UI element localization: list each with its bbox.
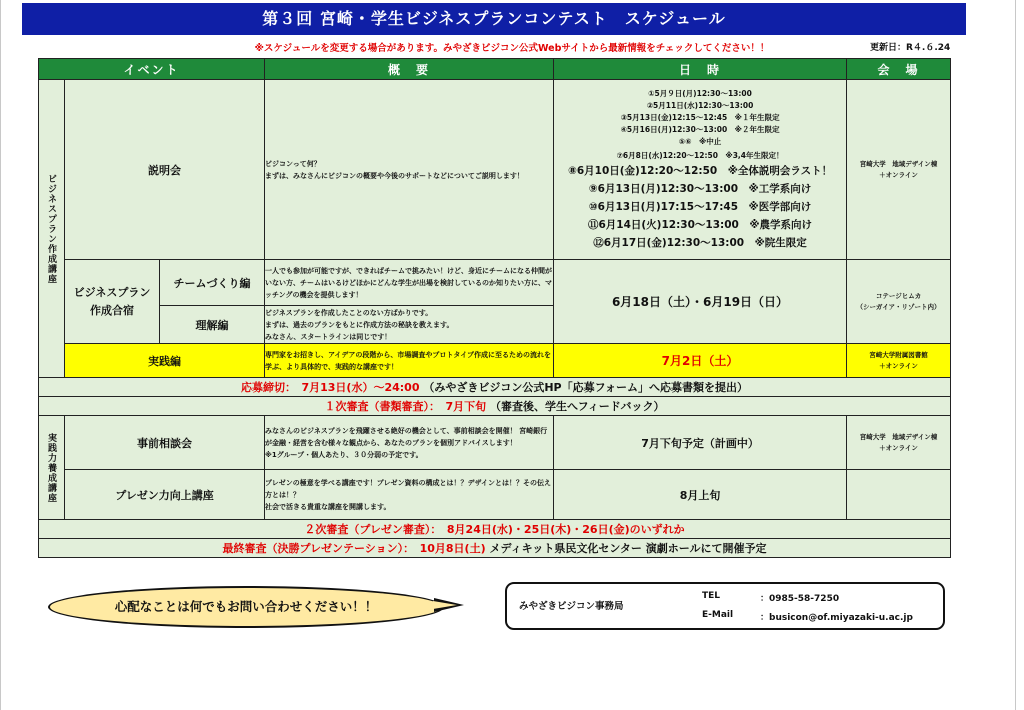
event-camp	[65, 260, 160, 344]
briefing-desc-text: ビジコンって何？ まずは、みなさんにビジコンの概要や今後のサポートなどについてご説明します！	[265, 159, 524, 180]
event-presentation: プレゼン力向上講座	[65, 470, 265, 520]
presentation-desc	[265, 470, 554, 520]
final-row	[39, 539, 951, 558]
contact-tel[interactable]: ：0985-58-7250	[760, 594, 840, 604]
slot-item: ③5月13日(金)12:15～12:45 ※１年生限定	[620, 112, 780, 122]
consult-venue	[847, 416, 951, 470]
slot-item-large: ⑫6月17日(金)12:30～13:00 ※院生限定	[593, 236, 807, 249]
event-camp-label: ビジネスプラン 作成合宿	[73, 285, 151, 317]
page-title: 第３回 宮崎・学生ビジネスプランコンテスト スケジュール	[22, 3, 966, 35]
camp-dates: 6月18日（土）・6月19日（日）	[554, 260, 847, 344]
practice-date: 7月2日（土）	[554, 344, 847, 378]
screen1-label: １次審査（書類審査）： 7月下旬	[324, 400, 487, 413]
event-consult: 事前相談会	[65, 416, 265, 470]
event-practice: 実践編	[65, 344, 265, 378]
consult-desc	[265, 416, 554, 470]
change-notice: ※スケジュールを変更する場合があります。みやざきビジコン公式Webサイトから最新情報をチェックしてください！！	[254, 43, 770, 54]
briefing-slots	[554, 80, 847, 260]
camp-venue-text: コテージヒムカ （シーガイア・リゾート内）	[856, 291, 941, 311]
briefing-venue	[847, 80, 951, 260]
deadline-rest: （みやざきビジコン公式HP「応募フォーム」へ応募書類を提出）	[423, 381, 749, 394]
header-overview: 概 要	[265, 59, 554, 80]
header-datetime: 日 時	[554, 59, 847, 80]
group-business-plan-label: ビジネスプラン作成講座	[46, 173, 56, 284]
consult-date: 7月下旬予定（計画中）	[554, 416, 847, 470]
camp-team-label: チームづくり編	[160, 260, 265, 306]
camp-understand-label: 理解編	[160, 306, 265, 344]
bubble-tail-fill	[433, 601, 457, 609]
group-business-plan	[39, 80, 65, 378]
group-practice-skill	[39, 416, 65, 520]
page-edge-right	[1015, 0, 1016, 710]
camp-team-desc: 一人でも参加が可能ですが、できればチームで挑みたい！けど、身近にチームになる仲間がいない方、チームはいるけどほかにどんな学生が出場を検討しているのか知りたい方に、マッチングの機会を提供します！	[265, 260, 554, 306]
event-briefing: 説明会	[65, 80, 265, 260]
contact-mail-label: E-Mail	[702, 610, 734, 620]
presentation-desc-text: プレゼンの極意を学べる講座です！プレゼン資料の構成とは！？デザインとは！？その伝え方とは！？ 社会で活きる貴重な講座を開講します。	[265, 478, 551, 511]
camp-understand-desc	[265, 306, 554, 344]
page-edge-left	[0, 0, 1, 710]
final-label: 最終審査（決勝プレゼンテーション）： 10月8日(土)	[222, 542, 486, 555]
contact-tel-label: TEL	[702, 591, 721, 601]
slot-item: ④5月16日(月)12:30～13:00 ※２年生限定	[620, 124, 780, 134]
slot-item-large: ⑩6月13日(月)17:15～17:45 ※医学部向け	[588, 200, 812, 213]
deadline-label: 応募締切： 7月13日(水）～24:00	[240, 381, 420, 394]
camp-understand-desc-text: ビジネスプランを作成したことのない方ばかりです。 まずは、過去のプランをもとに作成方法の秘訣を教えます。 みなさん、スタートラインは同じです！	[265, 308, 454, 341]
consult-venue-text: 宮崎大学 地域デザイン棟 ＋オンライン	[859, 432, 938, 452]
presentation-venue	[847, 470, 951, 520]
practice-venue-text: 宮崎大学附属図書館 ＋オンライン	[869, 350, 928, 370]
slot-item-large: ⑪6月14日(火)12:30～13:00 ※農学系向け	[587, 218, 813, 231]
briefing-desc	[265, 80, 554, 260]
slot-item: ⑦6月8日(水)12:20～12:50 ※3,4年生限定！	[616, 150, 784, 160]
schedule-table	[38, 58, 951, 558]
contact-box	[505, 582, 945, 630]
slot-item-large: ⑨6月13日(月)12:30～13:00 ※工学系向け	[588, 182, 812, 195]
updated-date: 更新日：R４.６.24	[870, 43, 951, 53]
practice-venue	[847, 344, 951, 378]
slot-item-large: ⑧6月10日(金)12:20～12:50 ※全体説明会ラスト！	[567, 164, 833, 177]
inquiry-bubble: 心配なことは何でもお問い合わせください！！	[48, 586, 444, 628]
slot-item: ①5月９日(月)12:30～13:00	[648, 88, 752, 98]
group-practice-skill-label: 実践力養成講座	[46, 432, 56, 503]
deadline-row	[39, 378, 951, 397]
presentation-date: 8月上旬	[554, 470, 847, 520]
contact-office: みやざきビジコン事務局	[519, 601, 624, 612]
practice-desc: 専門家をお招きし、アイデアの段階から、市場調査やプロトタイプ作成に至るための流れを学ぶ、より具体的で、実践的な講座です！	[265, 344, 554, 378]
screen1-rest: （審査後、学生へフィードバック）	[489, 400, 665, 413]
final-rest: メディキット県民文化センター 演劇ホールにて開催予定	[489, 542, 767, 555]
slot-item: ⑤⑥ ※中止	[678, 136, 722, 146]
header-event: イベント	[39, 59, 265, 80]
screen2-row: ２次審査（プレゼン審査）： 8月24日(水)・25日(木)・26日(金)のいずれか	[39, 520, 951, 539]
camp-venue	[847, 260, 951, 344]
briefing-venue-text: 宮崎大学 地域デザイン棟 ＋オンライン	[859, 159, 938, 179]
header-venue: 会 場	[847, 59, 951, 80]
screen1-row	[39, 397, 951, 416]
slot-item: ②5月11日(水)12:30～13:00	[646, 100, 754, 110]
consult-desc-text: みなさんのビジネスプランを飛躍させる絶好の機会として、事前相談会を開催！ 宮崎銀行が金融・経営を含む様々な観点から、あなたのプランを個別アドバイスします！ ※1グループ・個人あたり、３０分弱の予定です。	[265, 426, 548, 459]
contact-mail[interactable]: ：busicon@of.miyazaki-u.ac.jp	[760, 613, 913, 623]
